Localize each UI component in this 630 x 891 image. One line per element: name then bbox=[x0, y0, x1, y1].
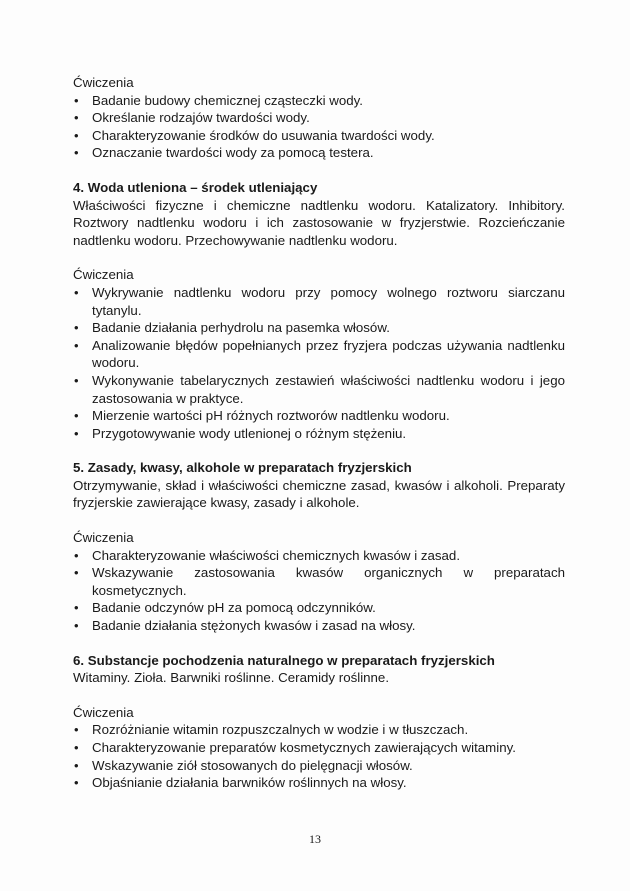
exercises-label: Ćwiczenia bbox=[73, 530, 134, 546]
list-item: • Objaśnianie działania barwników roślinnych na włosy. bbox=[73, 774, 565, 792]
list-item: • Charakteryzowanie środków do usuwania twardości wody. bbox=[73, 127, 565, 145]
list-item: • Wskazywanie ziół stosowanych do pielęgnacji włosów. bbox=[73, 757, 565, 775]
exercise-list bbox=[73, 721, 565, 791]
list-item: • Analizowanie błędów popełnianych przez fryzjera podczas używania nadtlenku wodoru. bbox=[73, 337, 565, 372]
document-page bbox=[73, 74, 565, 792]
section-heading: 4. Woda utleniona – środek utleniający bbox=[73, 179, 318, 195]
list-item: • Badanie budowy chemicznej cząsteczki wody. bbox=[73, 92, 565, 110]
exercises-label: Ćwiczenia bbox=[73, 267, 134, 283]
list-item: • Przygotowywanie wody utlenionej o różnym stężeniu. bbox=[73, 425, 565, 443]
list-item: • Wykrywanie nadtlenku wodoru przy pomocy wolnego roztworu siarczanu tytanylu. bbox=[73, 284, 565, 319]
exercises-label: Ćwiczenia bbox=[73, 704, 134, 720]
exercise-list bbox=[73, 92, 565, 162]
section-heading: 6. Substancje pochodzenia naturalnego w preparatach fryzjerskich bbox=[73, 652, 495, 668]
exercise-list bbox=[73, 547, 565, 635]
list-item: • Rozróżnianie witamin rozpuszczalnych w wodzie i w tłuszczach. bbox=[73, 721, 565, 739]
list-item: • Mierzenie wartości pH różnych roztworów nadtlenku wodoru. bbox=[73, 407, 565, 425]
list-item: • Badanie działania perhydrolu na pasemka włosów. bbox=[73, 319, 565, 337]
list-item: • Charakteryzowanie preparatów kosmetycznych zawierających witaminy. bbox=[73, 739, 565, 757]
list-item: • Oznaczanie twardości wody za pomocą testera. bbox=[73, 144, 565, 162]
list-item: • Wykonywanie tabelarycznych zestawień właściwości nadtlenku wodoru i jego zastosowania w praktyce. bbox=[73, 372, 565, 407]
section-body: Właściwości fizyczne i chemiczne nadtlenku wodoru. Katalizatory. Inhibitory. Roztwory nadtlenku wodoru i ich zastosowanie w fryzjerstwie. Rozcieńczanie nadtlenku wodoru. Przechowywanie nadtlenku wodoru. bbox=[73, 197, 565, 248]
list-item: • Badanie działania stężonych kwasów i zasad na włosy. bbox=[73, 617, 565, 635]
section-body: Otrzymywanie, skład i właściwości chemiczne zasad, kwasów i alkoholi. Preparaty fryzjerskie zawierające kwasy, zasady i alkohole. bbox=[73, 477, 565, 511]
section-body: Witaminy. Zioła. Barwniki roślinne. Ceramidy roślinne. bbox=[73, 670, 390, 686]
list-item: • Określanie rodzajów twardości wody. bbox=[73, 109, 565, 127]
list-item: • Wskazywanie zastosowania kwasów organicznych w preparatach kosmetycznych. bbox=[73, 564, 565, 599]
exercises-label: Ćwiczenia bbox=[73, 75, 134, 90]
page-number: 13 bbox=[309, 832, 321, 846]
list-item: • Badanie odczynów pH za pomocą odczynników. bbox=[73, 599, 565, 617]
section-heading: 5. Zasady, kwasy, alkohole w preparatach fryzjerskich bbox=[73, 460, 412, 476]
exercise-list bbox=[73, 284, 565, 442]
list-item: • Charakteryzowanie właściwości chemicznych kwasów i zasad. bbox=[73, 547, 565, 565]
